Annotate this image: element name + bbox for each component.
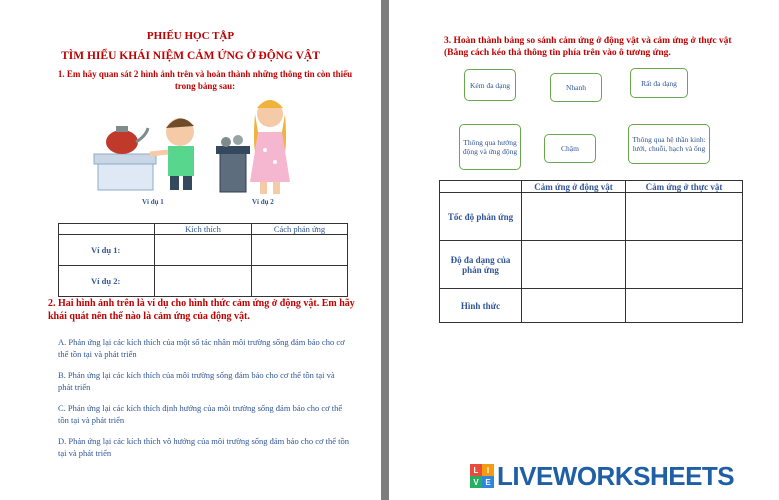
table-row (59, 266, 348, 297)
table-header (59, 224, 155, 235)
question-2: 2. Hai hình ảnh trên là ví dụ cho hình thức cảm ứng ở động vật. Em hãy khái quát nên thế nào là cảm ứng của động vật. (48, 298, 355, 322)
question-1: 1. Em hãy quan sát 2 hình ảnh trên và hoàn thành những thông tin còn thiếu trong bảng sau: (57, 69, 353, 91)
comparison-table (439, 180, 743, 323)
table-header-animal: Cảm ứng ở động vật (522, 181, 626, 193)
drag-chip-thong-qua-huong-dong[interactable]: Thông qua hướng động và ứng động (459, 124, 521, 170)
logo-text: LIVEWORKSHEETS (497, 460, 735, 491)
table-header-plant: Cảm ứng ở thực vật (626, 181, 743, 193)
worksheet-title: PHIẾU HỌC TẬP (146, 30, 235, 42)
row-label-speed: Tốc độ phản ứng (440, 193, 522, 241)
drag-chip-kem-da-dang[interactable]: Kém đa dạng (464, 69, 516, 101)
row-label-example-2: Ví dụ 2: (59, 266, 155, 297)
table-row (440, 193, 743, 241)
answer-cell[interactable] (155, 235, 252, 266)
drag-chip-nhanh[interactable]: Nhanh (550, 73, 602, 102)
example-table (58, 223, 348, 297)
logo-badge-letter: V (470, 476, 482, 488)
drop-zone[interactable] (626, 241, 743, 289)
row-label-diversity: Độ đa dạng của phản ứng (440, 241, 522, 289)
example-2-caption: Ví dụ 2 (252, 198, 274, 206)
table-header (440, 181, 522, 193)
option-a[interactable]: A. Phản ứng lại các kích thích của một số tác nhân môi trường sống đảm bảo cho cơ thể tồn tại và phát triển (58, 337, 345, 359)
table-row (440, 289, 743, 323)
logo-badge-letter: L (470, 464, 482, 476)
liveworksheets-logo (470, 461, 734, 491)
example-2-illustration (216, 100, 290, 206)
logo-badge-letter: I (482, 464, 494, 476)
page-divider (381, 0, 389, 500)
drop-zone[interactable] (626, 193, 743, 241)
drag-chip-thong-qua-he-than-kinh[interactable]: Thông qua hệ thần kinh: lưới, chuỗi, hạch và ống (628, 124, 710, 164)
table-header-stimulus: Kích thích (155, 224, 252, 235)
drop-zone[interactable] (522, 241, 626, 289)
drop-zone[interactable] (522, 193, 626, 241)
logo-badge-icon (470, 464, 494, 488)
worksheet-subtitle: TÌM HIỂU KHÁI NIỆM CẢM ỨNG Ở ĐỘNG VẬT (61, 50, 320, 62)
answer-cell[interactable] (252, 266, 348, 297)
answer-cell[interactable] (155, 266, 252, 297)
row-label-form: Hình thức (440, 289, 522, 323)
drop-zone[interactable] (626, 289, 743, 323)
illustration (80, 92, 305, 210)
example-1-caption: Ví dụ 1 (142, 198, 164, 206)
drag-chip-cham[interactable]: Chậm (544, 134, 596, 163)
row-label-example-1: Ví dụ 1: (59, 235, 155, 266)
table-header-response: Cách phản ứng (252, 224, 348, 235)
option-c[interactable]: C. Phản ứng lại các kích thích định hướng của môi trường sống đảm bảo cho cơ thể tồn tại và phát triển (58, 403, 343, 425)
option-d[interactable]: D. Phản ứng lại các kích thích vô hướng của môi trường sống đảm bảo cho cơ thể tồn tại và phát triển (58, 436, 349, 458)
option-b[interactable]: B. Phản ứng lại các kích thích của môi trường sống đảm bảo cho cơ thể tồn tại và phát triển (58, 370, 335, 392)
table-row (59, 235, 348, 266)
drag-chip-rat-da-dang[interactable]: Rất đa dạng (630, 68, 688, 98)
logo-badge-letter: E (482, 476, 494, 488)
example-1-illustration (94, 118, 194, 206)
question-3: 3. Hoàn thành bảng so sánh cảm ứng ở động vật và cảm ứng ở thực vật (Bằng cách kéo thả thông tin phía trên vào ô tương ứng. (444, 36, 732, 58)
drop-zone[interactable] (522, 289, 626, 323)
table-row (440, 241, 743, 289)
answer-cell[interactable] (252, 235, 348, 266)
